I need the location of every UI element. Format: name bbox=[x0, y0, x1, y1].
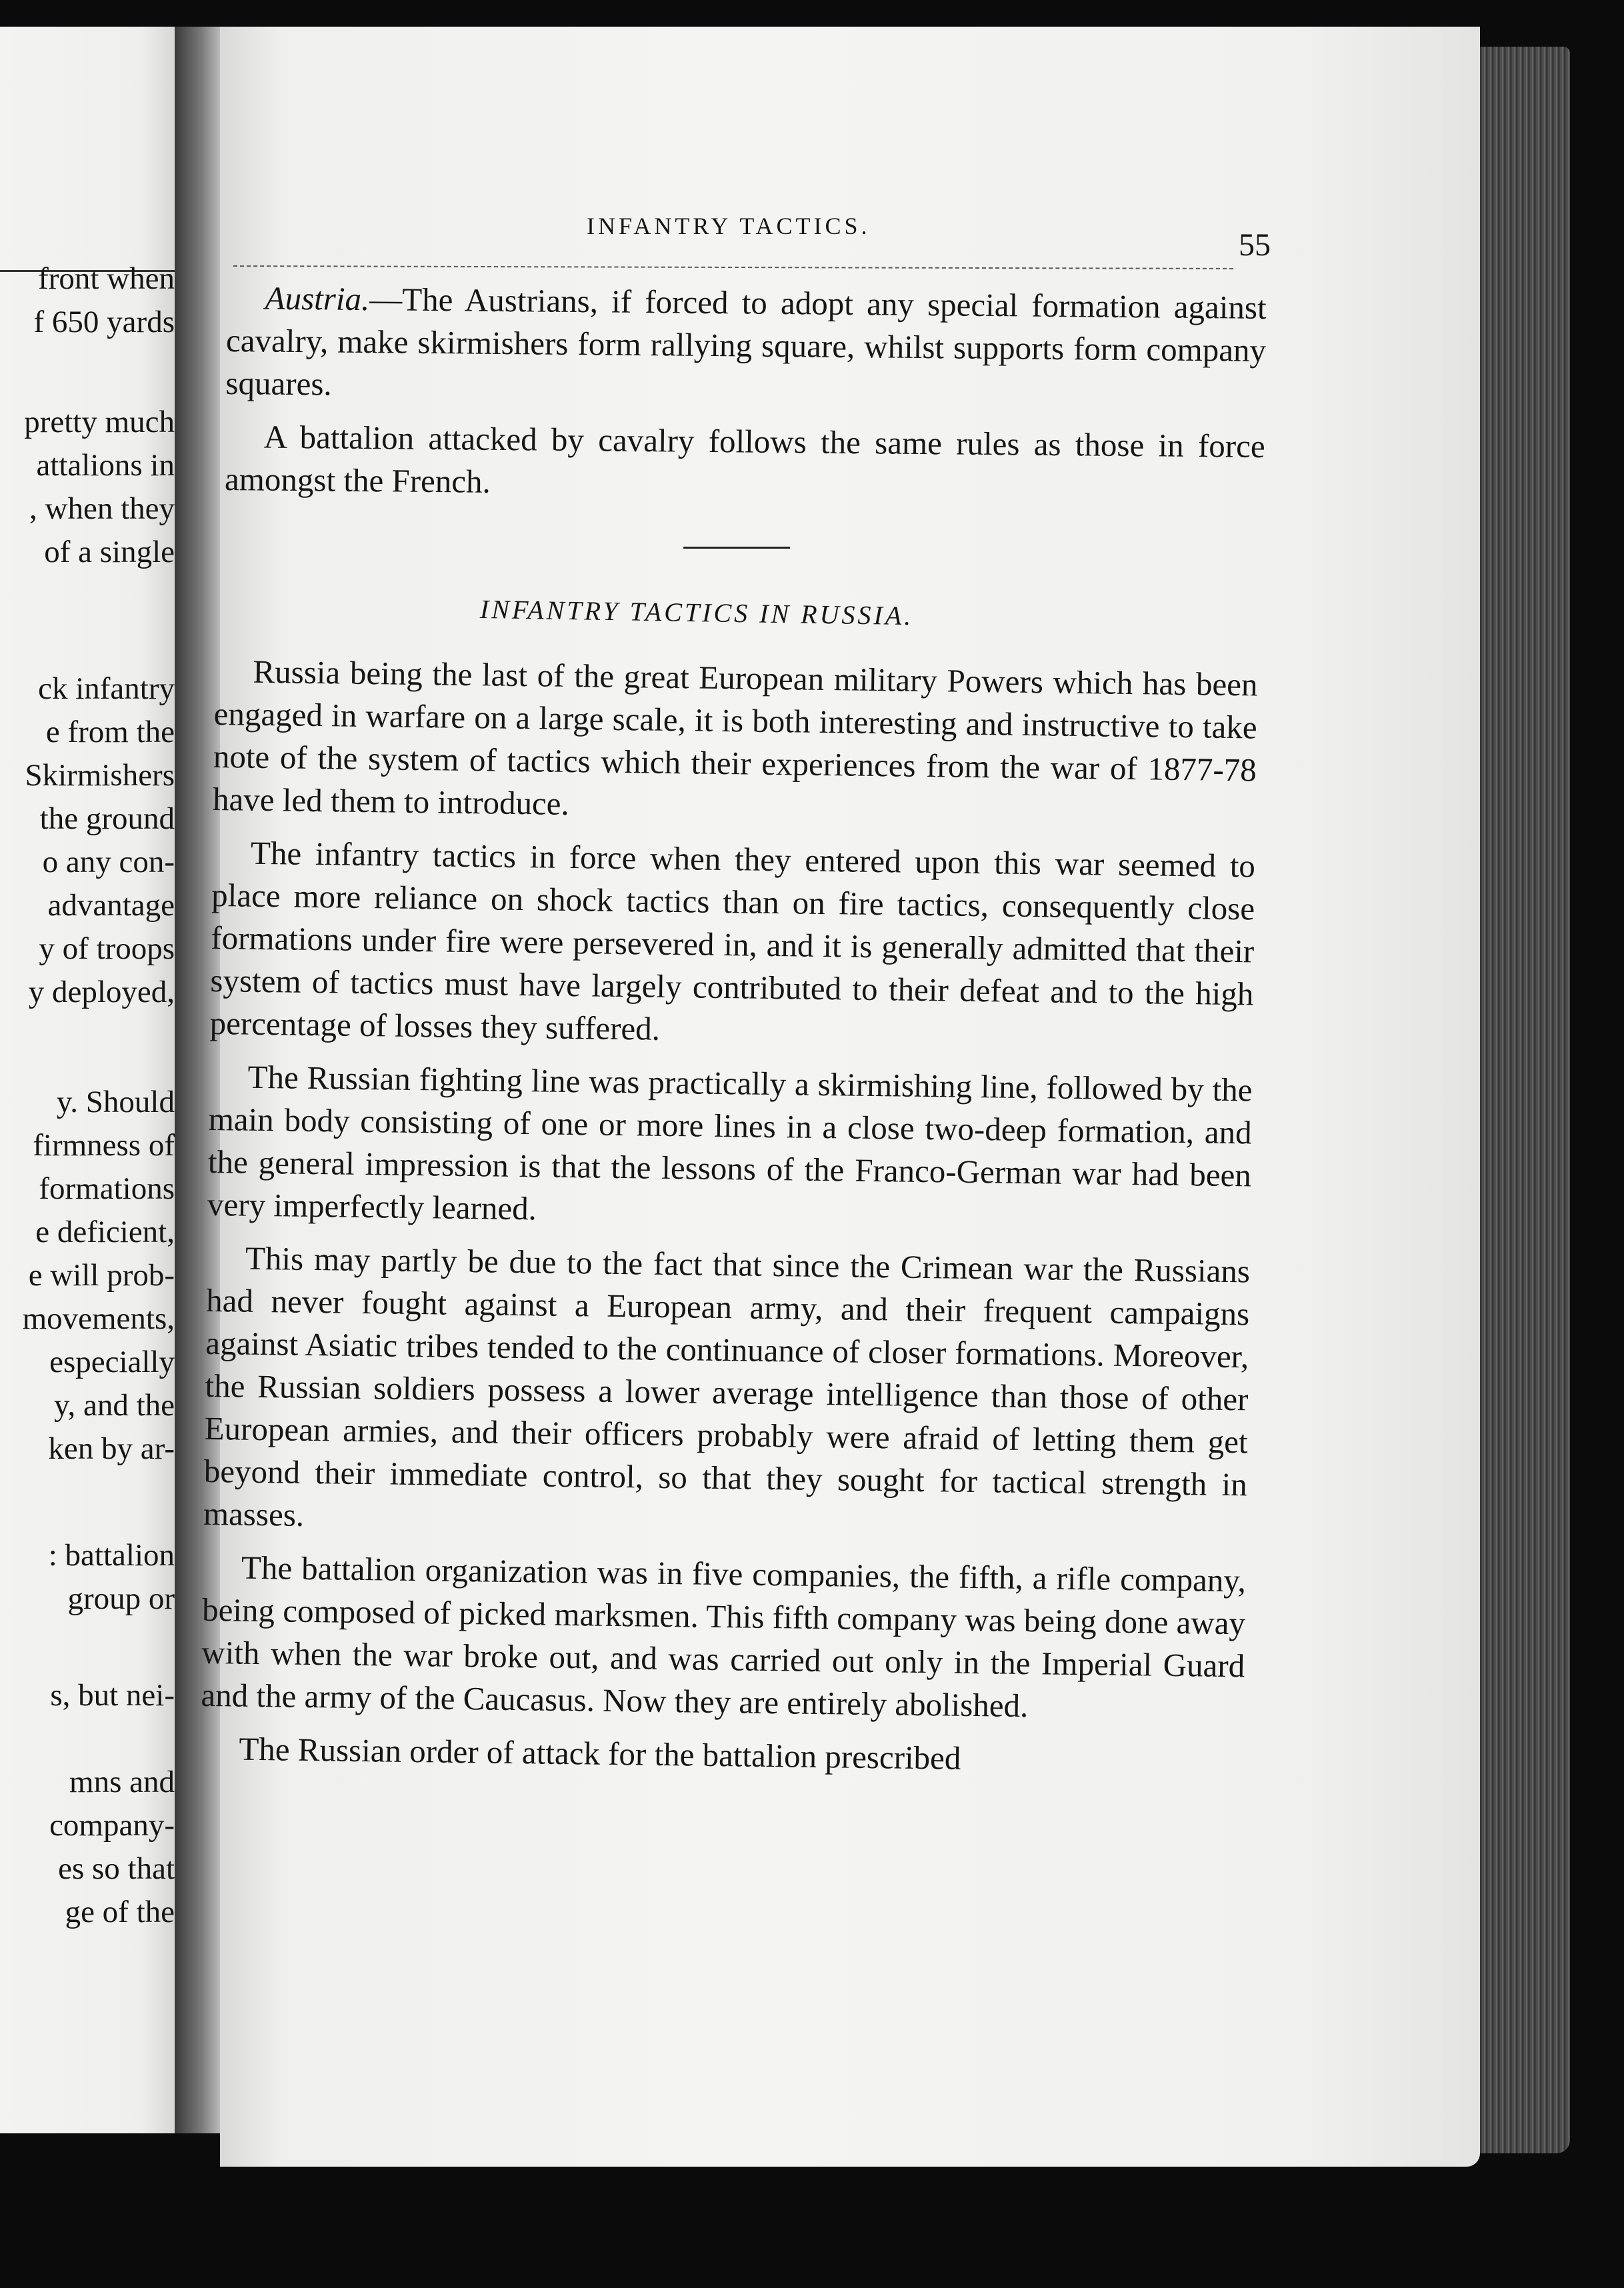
left-page-line: ge of the bbox=[65, 1895, 175, 1929]
book-edge bbox=[1477, 47, 1570, 2153]
running-head: INFANTRY TACTICS. bbox=[587, 213, 871, 239]
left-page-line: Skirmishers bbox=[25, 758, 175, 793]
left-page-line: f 650 yards bbox=[33, 305, 175, 339]
left-page-line: pretty much bbox=[24, 405, 175, 439]
left-page-line: firmness of bbox=[33, 1128, 175, 1163]
page-number: 55 bbox=[1239, 227, 1271, 263]
section-title: INFANTRY TACTICS IN RUSSIA. bbox=[479, 594, 914, 631]
left-page-line: group or bbox=[67, 1581, 175, 1616]
left-page-line: front when bbox=[38, 261, 175, 296]
left-page-line: mns and bbox=[69, 1765, 175, 1799]
austria-lead: Austria. bbox=[265, 279, 370, 318]
left-page-line: e from the bbox=[45, 715, 175, 749]
left-page-line: e deficient, bbox=[35, 1215, 175, 1249]
left-page-line: ck infantry bbox=[38, 671, 175, 706]
left-page-line: of a single bbox=[44, 535, 175, 569]
left-page-line: especially bbox=[49, 1345, 175, 1379]
left-page-line: formations bbox=[39, 1171, 175, 1206]
russia-paragraph-3: The Russian fighting line was practically a skirmishing line, followed by the main body consisting of one or more lines in a close two-deep formation, and the general impression is that the lessons of the Franco-German war had been very imperfectly learned. bbox=[207, 1058, 1253, 1227]
left-page-line: y, and the bbox=[54, 1388, 175, 1423]
left-page-line: : battalion bbox=[48, 1538, 175, 1573]
left-page-line: ken by ar- bbox=[48, 1431, 175, 1466]
left-page bbox=[0, 27, 200, 2133]
left-page-line: e will prob- bbox=[28, 1258, 175, 1293]
cavalry-paragraph: A battalion attacked by cavalry follows the same rules as those in force amongst the French. bbox=[224, 418, 1265, 500]
left-page-line: movements, bbox=[22, 1301, 175, 1336]
austria-section bbox=[225, 277, 1267, 521]
left-page-line: , when they bbox=[29, 491, 175, 526]
left-page-line: y deployed, bbox=[28, 975, 175, 1009]
russia-paragraph-2: The infantry tactics in force when they entered upon this war seemed to place more reliance on shock tactics than on fire tactics, consequently close formations under fire were persevered in, and it is generally admitted that their system of tactics must have largely contributed to their defeat and to the high percentage of losses they suffered. bbox=[209, 834, 1256, 1047]
left-page-line: y. Should bbox=[56, 1085, 175, 1119]
russia-section bbox=[200, 650, 1258, 1794]
austria-text: —The Austrians, if forced to adopt any special formation against cavalry, make skirmishers form rallying square, whilst supports form company squares. bbox=[225, 281, 1267, 403]
russia-paragraph-6: The Russian order of attack for the battalion prescribed bbox=[239, 1730, 961, 1777]
left-page-line: y of troops bbox=[39, 931, 175, 966]
austria-paragraph bbox=[225, 277, 1267, 415]
russia-paragraph-5: The battalion organization was in five companies, the fifth, a rifle company, being composed of picked marksmen. This fifth company was being done away with when the war broke out, and was carried out only in the Imperial Guard and the army of the Caucasus. Now they are entirely abolished. bbox=[201, 1549, 1247, 1725]
russia-paragraph-4: This may partly be due to the fact that since the Crimean war the Russians had never fought against a European army, and their frequent campaigns against Asiatic tribes tended to the continuance of closer formations. Moreover, the Russian soldiers possess a lower average intelligence than those of other European armies, and their officers probably were afraid of letting them get beyond their immediate control, so that they sought for tactical strength in masses. bbox=[203, 1239, 1251, 1533]
russia-paragraph-1: Russia being the last of the great European military Powers which has been engaged in warfare on a large scale, it is both interesting and instructive to take note of the system of tactics which their experiences from the war of 1877-78 have led them to introduce. bbox=[212, 653, 1258, 822]
left-page-line: attalions in bbox=[36, 448, 175, 483]
left-page-line: the ground bbox=[39, 801, 175, 836]
left-page-line: o any con- bbox=[42, 845, 175, 879]
left-page-line: company- bbox=[49, 1808, 175, 1843]
section-divider bbox=[683, 547, 790, 549]
left-page-line: es so that bbox=[58, 1851, 175, 1886]
left-page-line: advantage bbox=[47, 888, 175, 923]
left-page-line: s, but nei- bbox=[50, 1678, 175, 1713]
